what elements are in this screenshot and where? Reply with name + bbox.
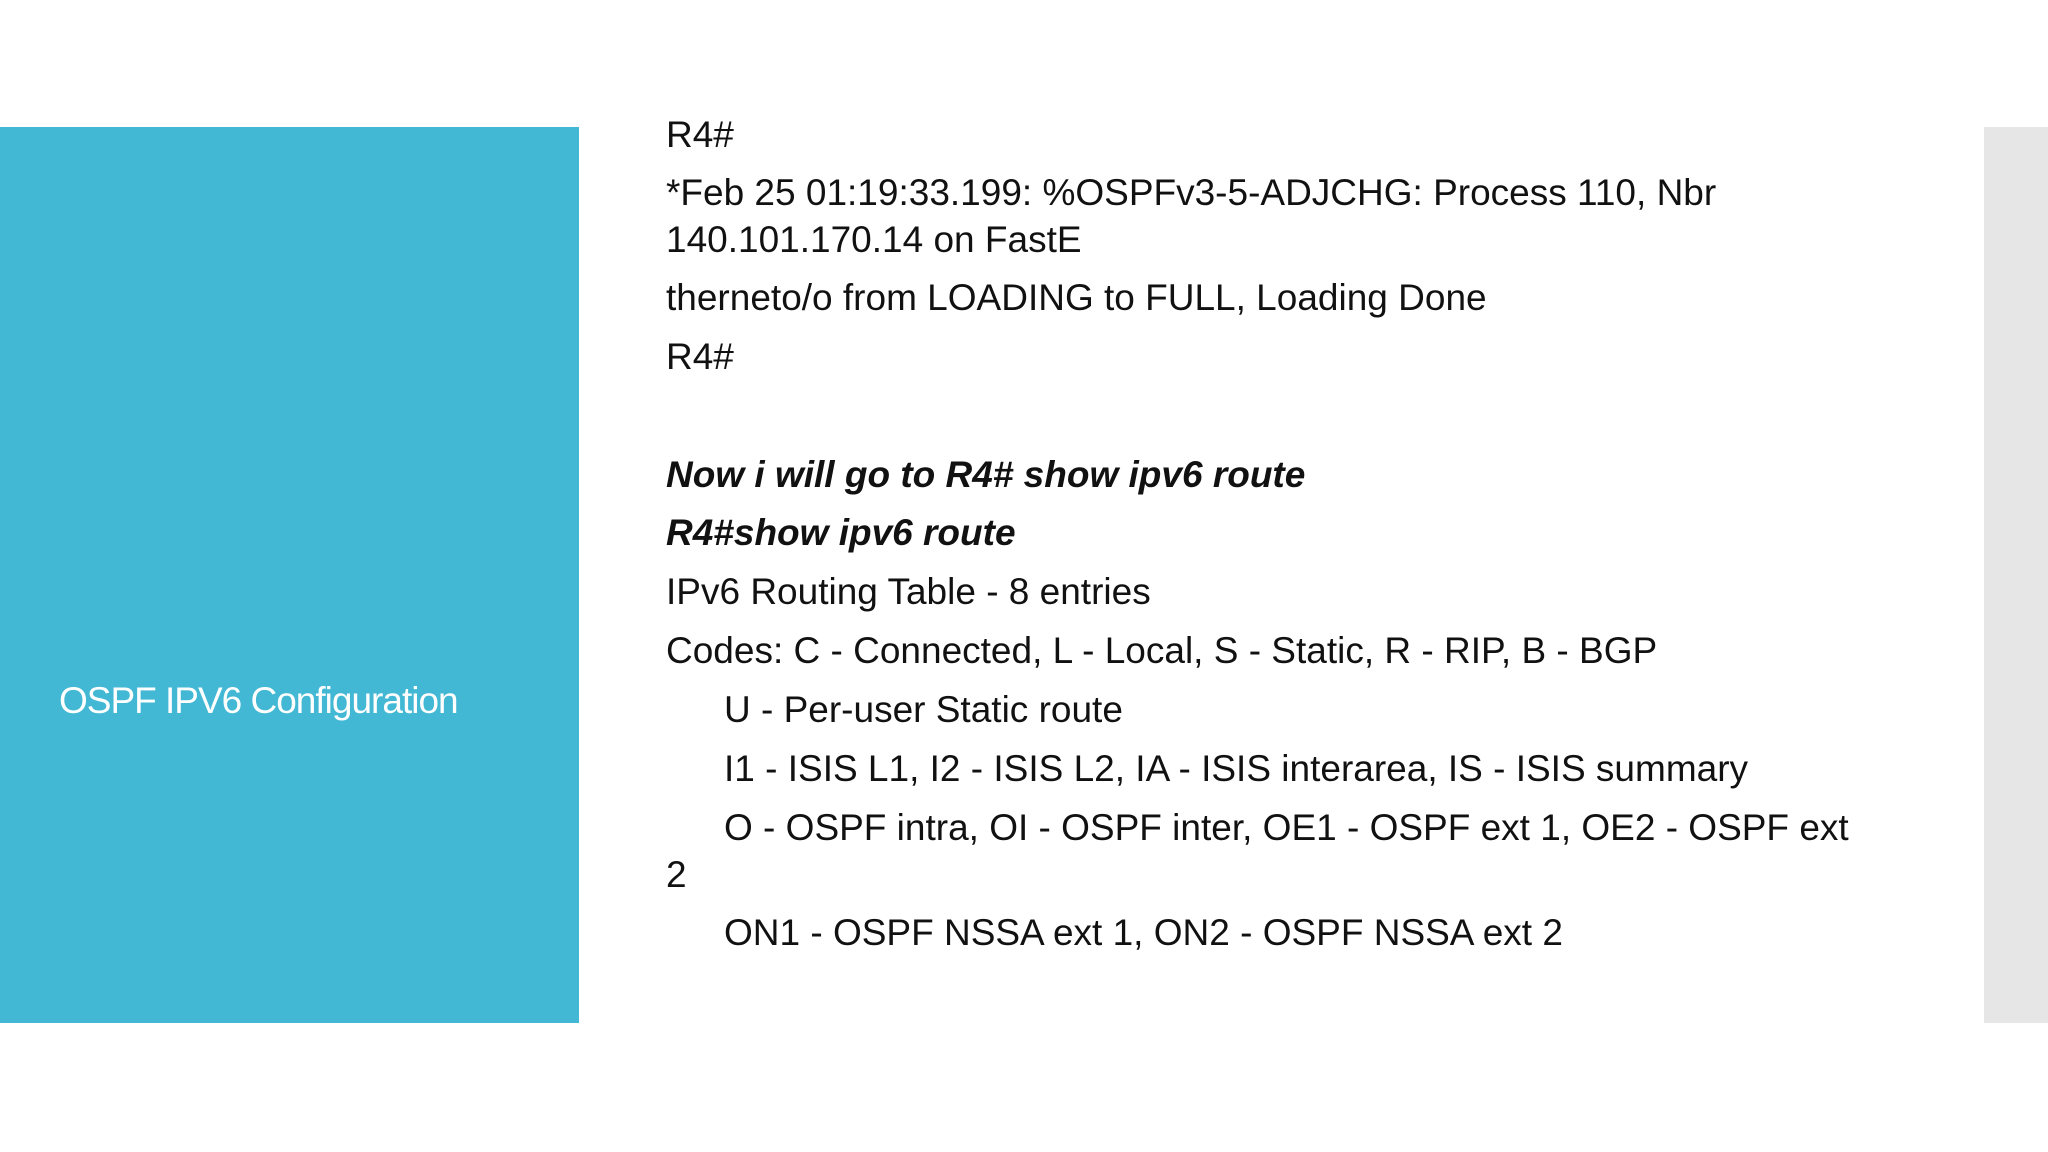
content-line-adjacency-state: therneto/o from LOADING to FULL, Loading Done <box>666 277 1487 318</box>
slide-title: OSPF IPV6 Configuration <box>59 680 458 721</box>
right-accent-bar <box>1984 127 2048 1023</box>
content-line-command: R4#show ipv6 route <box>666 512 1016 553</box>
content-line-code-ospf-wrap: 2 <box>666 854 687 895</box>
content-line-code-isis: I1 - ISIS L1, I2 - ISIS L2, IA - ISIS interarea, IS - ISIS summary <box>724 748 1749 789</box>
content-line-code-static: U - Per-user Static route <box>724 689 1123 730</box>
title-panel <box>0 127 579 1023</box>
content-line-log-message: *Feb 25 01:19:33.199: %OSPFv3-5-ADJCHG: Process 110, Nbr <box>666 172 1717 213</box>
content-line-codes: Codes: C - Connected, L - Local, S - Static, R - RIP, B - BGP <box>666 630 1658 671</box>
content-line-router-prompt-2: R4# <box>666 336 734 377</box>
content-line-instruction: Now i will go to R4# show ipv6 route <box>666 454 1306 495</box>
content-line-code-ospf: O - OSPF intra, OI - OSPF inter, OE1 - OSPF ext 1, OE2 - OSPF ext <box>724 807 1849 848</box>
content-line-router-prompt: R4# <box>666 114 734 155</box>
content-line-routing-table: IPv6 Routing Table - 8 entries <box>666 571 1151 612</box>
content-line-log-continuation: 140.101.170.14 on FastE <box>666 219 1082 260</box>
content-line-code-nssa: ON1 - OSPF NSSA ext 1, ON2 - OSPF NSSA ext 2 <box>724 912 1563 953</box>
